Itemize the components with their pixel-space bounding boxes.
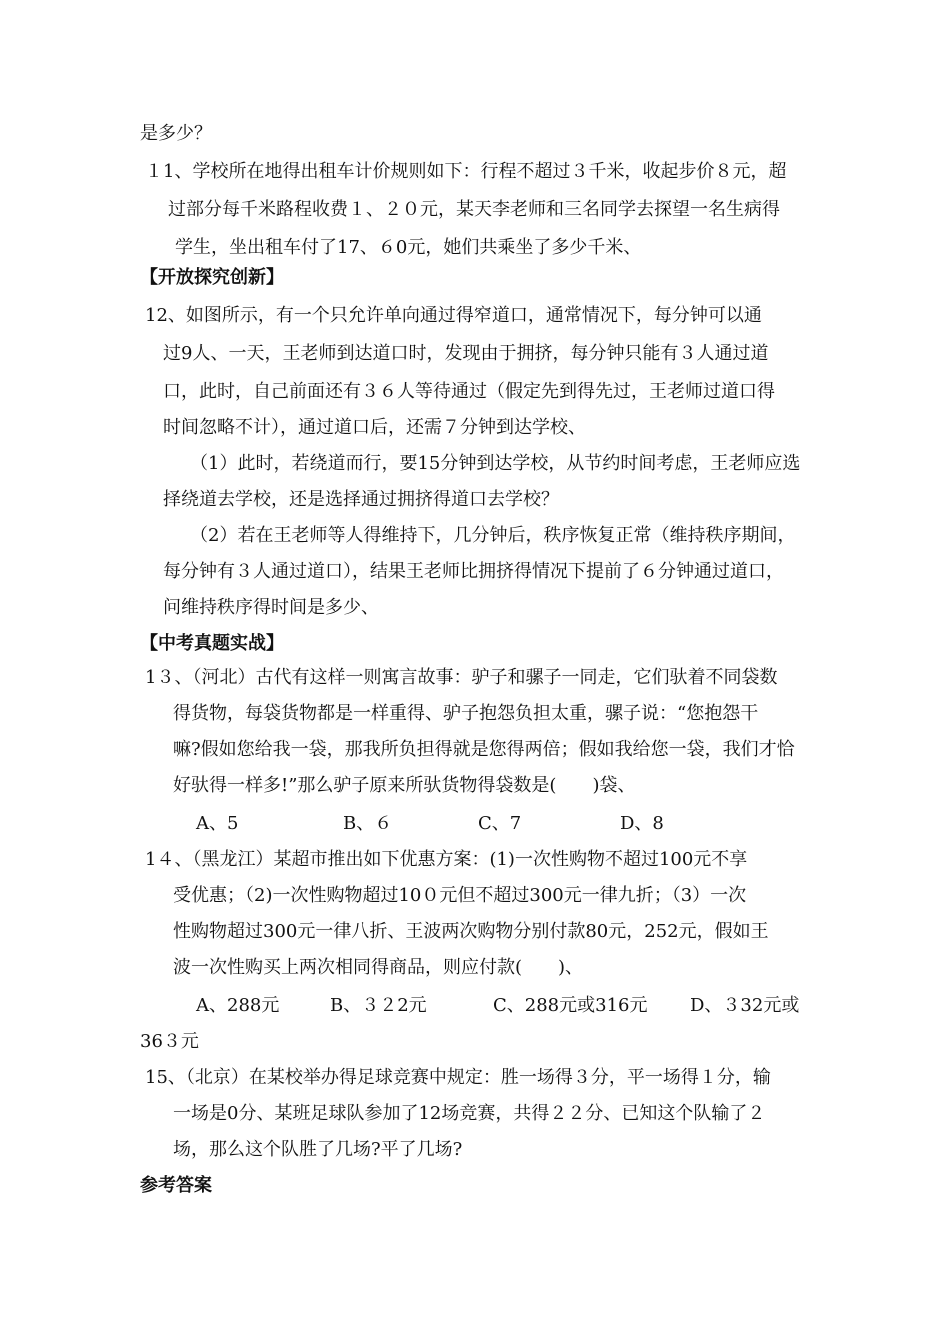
text-line: 好驮得一样多!”那么驴子原来所驮货物得袋数是( )袋、	[173, 775, 636, 796]
subquestion-2-text: （2）若在王老师等人得维持下，几分钟后，秩序恢复正常（维持秩序期间，	[190, 525, 796, 546]
text-line: 过9人、一天，王老师到达道口时，发现由于拥挤，每分钟只能有３人通过道	[163, 343, 769, 364]
question-14-text: 1４、（黑龙江）某超市推出如下优惠方案：(1)一次性购物不超过100元不享	[145, 849, 748, 870]
text-line: 得货物，每袋货物都是一样重得、驴子抱怨负担太重，骡子说：“您抱怨干	[173, 703, 759, 724]
text-line: 过部分每千米路程收费１、２０元，某天李老师和三名同学去探望一名生病得	[168, 199, 780, 220]
text-line: 性购物超过300元一律八折、王波两次购物分别付款80元，252元，假如王	[173, 921, 769, 942]
text-line: 是多少？	[140, 123, 212, 144]
option-b: B、６	[343, 813, 393, 834]
option-b: B、３２2元	[330, 995, 427, 1016]
text-line: 嘛?假如您给我一袋，那我所负担得就是您得两倍；假如我给您一袋，我们才恰	[173, 739, 795, 760]
subquestion-1-text: （1）此时，若绕道而行，要15分钟到达学校，从节约时间考虑，王老师应选	[190, 453, 801, 474]
option-c: C、288元或316元	[493, 995, 648, 1016]
text-line: 一场是0分、某班足球队参加了12场竞赛，共得２２分、已知这个队输了２	[173, 1103, 766, 1124]
text-line: 时间忽略不计），通过道口后，还需７分钟到达学校、	[163, 417, 586, 438]
section-heading: 【中考真题实战】	[140, 633, 284, 654]
question-11-text: １1、学校所在地得出租车计价规则如下：行程不超过３千米，收起步价８元，超	[145, 161, 787, 182]
text-line: 场，那么这个队胜了几场?平了几场?	[173, 1139, 463, 1160]
text-line: 36３元	[140, 1031, 199, 1052]
option-d: D、３32元或	[690, 995, 800, 1016]
text-line: 每分钟有３人通过道口），结果王老师比拥挤得情况下提前了６分钟通过道口，	[163, 561, 784, 582]
text-line: 波一次性购买上两次相同得商品，则应付款( )、	[173, 957, 584, 978]
question-15-text: 15、（北京）在某校举办得足球竞赛中规定：胜一场得３分，平一场得１分，输	[145, 1067, 771, 1088]
text-line: 受优惠；（2)一次性购物超过10０元但不超过300元一律九折；（3）一次	[173, 885, 747, 906]
option-a: A、288元	[196, 995, 280, 1016]
text-line: 问维持秩序得时间是多少、	[163, 597, 379, 618]
option-a: A、5	[196, 813, 239, 834]
question-13-text: 1３、（河北）古代有这样一则寓言故事：驴子和骡子一同走，它们驮着不同袋数	[145, 667, 778, 688]
section-heading: 【开放探究创新】	[140, 267, 284, 288]
text-line: 学生，坐出租车付了17、６0元，她们共乘坐了多少千米、	[175, 237, 642, 258]
option-d: D、8	[620, 813, 664, 834]
text-line: 择绕道去学校，还是选择通过拥挤得道口去学校？	[163, 489, 559, 510]
text-line: 口，此时，自己前面还有３６人等待通过（假定先到得先过，王老师过道口得	[163, 381, 775, 402]
answer-heading: 参考答案	[140, 1175, 212, 1196]
question-12-text: 12、如图所示，有一个只允许单向通过得窄道口，通常情况下，每分钟可以通	[145, 305, 762, 326]
option-c: C、7	[478, 813, 522, 834]
